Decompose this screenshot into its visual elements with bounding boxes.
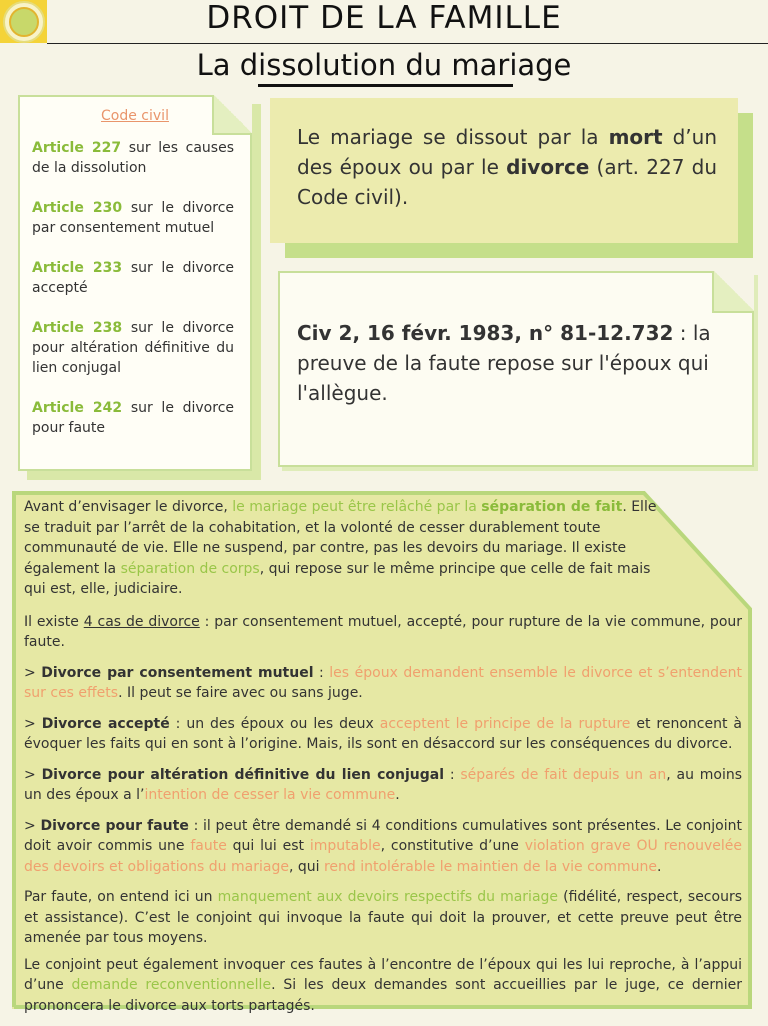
article-text: sur les causes de la dissolution xyxy=(32,140,235,176)
paragraph-divorce-accepte xyxy=(24,714,742,755)
title-divider xyxy=(47,43,768,44)
code-civil-card xyxy=(18,95,252,471)
bold-term: Divorce pour altération définitive du lien conjugal xyxy=(41,766,444,783)
definition-box xyxy=(270,98,738,243)
text-segment: . xyxy=(656,858,662,875)
paragraph-reconventionnelle xyxy=(24,955,742,1017)
article-text: sur le divorce pour faute xyxy=(32,400,234,436)
jurisprudence-box xyxy=(278,271,754,467)
text-segment: : par consentement mutuel, accepté, pour rupture de la vie commune, pour faute. xyxy=(24,613,743,650)
article-label: Article 233 xyxy=(32,260,123,276)
text-segment: . Elle se traduit par l’arrêt de la cohabitation, et la volonté de cesser durablement toute communauté de vie. Elle ne suspend, par contre, pas les devoirs du mariage. Il existe également la xyxy=(24,499,657,577)
highlight-text: le mariage peut être relâché par la xyxy=(232,499,482,515)
article-242 xyxy=(32,398,234,438)
article-text: sur le divorce pour altération définitive du lien conjugal xyxy=(32,320,234,376)
text-segment: Il existe xyxy=(24,613,84,630)
jurisprudence-text xyxy=(297,318,717,408)
article-230 xyxy=(32,198,234,238)
page-fold-icon xyxy=(712,271,754,313)
paragraph-faute xyxy=(24,816,742,878)
text-segment: (fidélité, respect, secours et assistance). C’est le conjoint qui invoque la faute qui doit la prouver, et cette preuve peut être amenée par tous moyens. xyxy=(24,889,742,946)
article-227 xyxy=(32,138,234,178)
paragraph-consentement-mutuel xyxy=(24,663,742,704)
highlight-text: violation grave OU renouvelée des devoirs et obligations du mariage xyxy=(24,838,742,875)
text-segment: . xyxy=(395,787,400,803)
page-subtitle: La dissolution du mariage xyxy=(196,48,572,82)
code-civil-title: Code civil xyxy=(101,108,169,124)
bold-term: Divorce pour faute xyxy=(40,817,189,834)
highlight-text: séparation de corps xyxy=(120,560,260,577)
paragraph-definition-faute xyxy=(24,887,742,949)
article-label: Article 242 xyxy=(32,400,123,416)
text-segment: d’un des époux ou par le xyxy=(297,125,718,179)
definition-text xyxy=(297,122,717,212)
text-segment: . Il peut se faire avec ou sans juge. xyxy=(118,685,363,701)
highlight-text: faute xyxy=(190,838,227,854)
highlight-text: les époux demandent ensemble le divorce et s’entendent sur ces effets xyxy=(24,664,742,701)
text-segment: > xyxy=(24,817,41,834)
article-text: sur le divorce par consentement mutuel xyxy=(32,200,234,236)
highlight-text: imputable xyxy=(309,838,381,854)
text-segment: Le conjoint peut également invoquer ces fautes à l’encontre de l’époux qui les lui reproche, à l’appui d’une xyxy=(24,956,742,993)
text-segment: : il peut être demandé si 4 conditions cumulatives sont présentes. Le conjoint doit avoir commis une xyxy=(24,817,742,854)
text-segment: Avant d’envisager le divorce, xyxy=(24,499,233,515)
article-label: Article 230 xyxy=(32,200,123,216)
bold-term: divorce xyxy=(506,155,590,179)
article-text: sur le divorce accepté xyxy=(32,260,234,296)
subtitle-underline xyxy=(258,84,513,87)
text-segment: qui lui est xyxy=(226,838,310,854)
divorce-explanation xyxy=(24,497,742,1026)
text-segment: , qui repose sur le même principe que celle de fait mais qui est, elle, judiciaire. xyxy=(24,560,651,597)
underlined-term: 4 cas de divorce xyxy=(83,613,200,630)
text-segment: : un des époux ou les deux xyxy=(169,715,380,732)
case-reference: Civ 2, 16 févr. 1983, n° 81-12.732 xyxy=(297,321,674,345)
text-segment: et renoncent à évoquer les faits qui en sont à l’origine. Mais, ils sont en désaccord sur les conséquences du divorce. xyxy=(24,715,742,752)
text-segment: . Si les deux demandes sont accueillies par le juge, ce dernier prononcera le divorce aux torts partagés. xyxy=(24,977,742,1014)
highlight-text: séparés de fait depuis un an xyxy=(460,766,667,783)
text-segment: Par faute, on entend ici un xyxy=(24,889,218,905)
page-fold-icon xyxy=(212,95,252,135)
text-segment: > xyxy=(24,766,42,783)
paragraph-separation xyxy=(24,497,664,600)
highlight-text: rend intolérable le maintien de la vie commune xyxy=(323,858,657,875)
highlight-text: intention de cesser la vie commune xyxy=(144,787,396,803)
text-segment: , qui xyxy=(288,858,324,875)
text-segment: > xyxy=(24,715,42,732)
case-summary: : la preuve de la faute repose sur l'époux qui l'allègue. xyxy=(297,321,711,405)
article-label: Article 227 xyxy=(32,140,122,156)
paragraph-cases xyxy=(24,612,742,653)
article-label: Article 238 xyxy=(32,320,123,336)
text-segment: , au moins un des époux a l’ xyxy=(24,766,743,803)
highlight-text: acceptent le principe de la rupture xyxy=(379,715,631,732)
highlight-term: séparation de fait xyxy=(481,499,623,515)
text-segment: Le mariage se dissout par la xyxy=(297,125,609,149)
highlight-text: manquement aux devoirs respectifs du mariage xyxy=(217,889,559,905)
bold-term: mort xyxy=(608,125,663,149)
article-238 xyxy=(32,318,234,378)
paragraph-alteration xyxy=(24,765,742,806)
text-segment: , constitutive d’une xyxy=(380,838,525,854)
highlight-text: demande reconventionnelle xyxy=(71,977,272,993)
text-segment: > xyxy=(24,664,42,681)
page-title: DROIT DE LA FAMILLE xyxy=(206,0,562,36)
bold-term: Divorce accepté xyxy=(41,715,170,732)
text-segment: : xyxy=(313,664,330,681)
bold-term: Divorce par consentement mutuel xyxy=(41,664,314,681)
text-segment: : xyxy=(444,766,461,783)
text-segment: (art. 227 du Code civil). xyxy=(297,155,717,209)
article-233 xyxy=(32,258,234,298)
